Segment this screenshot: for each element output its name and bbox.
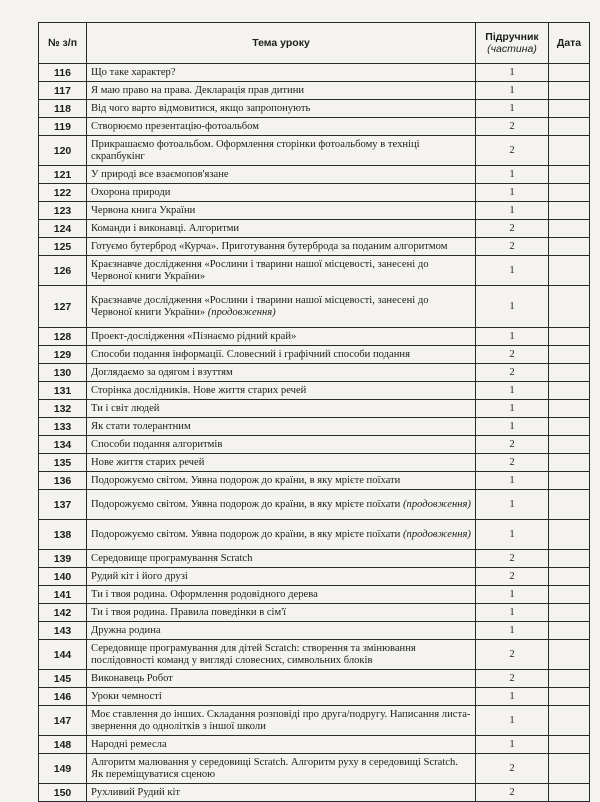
textbook-part: 1 [476, 166, 549, 184]
lesson-date-cell [549, 622, 590, 640]
table-row [39, 202, 590, 220]
table-row [39, 436, 590, 454]
lesson-number: 119 [39, 118, 87, 136]
lesson-number: 146 [39, 688, 87, 706]
textbook-part: 1 [476, 418, 549, 436]
lesson-number: 141 [39, 586, 87, 604]
table-row [39, 100, 590, 118]
table-row [39, 364, 590, 382]
lesson-date-cell [549, 754, 590, 784]
lesson-number: 147 [39, 706, 87, 736]
table-row [39, 454, 590, 472]
textbook-part: 1 [476, 100, 549, 118]
lesson-topic [87, 64, 476, 82]
lesson-date-cell [549, 220, 590, 238]
lesson-topic-text: Уроки чемності [91, 690, 162, 702]
table-row [39, 118, 590, 136]
lesson-number: 125 [39, 238, 87, 256]
lesson-date-cell [549, 568, 590, 586]
table-row [39, 346, 590, 364]
lesson-date-cell [549, 604, 590, 622]
table-row [39, 736, 590, 754]
table-row [39, 256, 590, 286]
lesson-date-cell [549, 688, 590, 706]
textbook-part: 2 [476, 550, 549, 568]
table-header-row [39, 23, 590, 64]
lesson-topic [87, 346, 476, 364]
lesson-topic [87, 238, 476, 256]
table-row [39, 82, 590, 100]
table-row [39, 490, 590, 520]
textbook-part: 1 [476, 688, 549, 706]
textbook-part: 1 [476, 64, 549, 82]
textbook-part: 1 [476, 400, 549, 418]
lesson-date-cell [549, 472, 590, 490]
lesson-topic [87, 688, 476, 706]
lesson-topic [87, 472, 476, 490]
lesson-number: 117 [39, 82, 87, 100]
textbook-part: 1 [476, 382, 549, 400]
lesson-topic-text: Способи подання інформації. Словесний і графічний способи подання [91, 348, 410, 360]
lesson-topic [87, 784, 476, 802]
lesson-number: 131 [39, 382, 87, 400]
lesson-topic [87, 166, 476, 184]
lesson-topic [87, 82, 476, 100]
lesson-topic-text: Від чого варто відмовитися, якщо запропонують [91, 102, 311, 114]
lesson-date-cell [549, 238, 590, 256]
textbook-part: 1 [476, 586, 549, 604]
table-row [39, 568, 590, 586]
lesson-topic-text: Рудий кіт і його друзі [91, 570, 188, 582]
lesson-topic-text: Що таке характер? [91, 66, 176, 78]
lesson-topic [87, 100, 476, 118]
lesson-topic-text: Способи подання алгоритмів [91, 438, 223, 450]
header-date: Дата [549, 23, 590, 64]
lesson-topic-text: Ти і світ людей [91, 402, 160, 414]
table-row [39, 184, 590, 202]
lesson-topic-text: Подорожуємо світом. Уявна подорож до країни, в яку мрієте поїхати [91, 528, 401, 540]
lesson-number: 132 [39, 400, 87, 418]
lesson-topic-text: Подорожуємо світом. Уявна подорож до країни, в яку мрієте поїхати [91, 498, 401, 510]
textbook-part: 2 [476, 754, 549, 784]
textbook-part: 2 [476, 436, 549, 454]
lesson-topic-text: Доглядаємо за одягом і взуттям [91, 366, 233, 378]
lesson-topic [87, 400, 476, 418]
header-textbook-part-label: (частина) [487, 43, 537, 55]
lesson-topic-text: Алгоритм малювання у середовищі Scratch. Алгоритм руху в середовищі Scratch. Як переміщуватися сценою [91, 756, 458, 780]
textbook-part: 2 [476, 784, 549, 802]
lesson-topic [87, 118, 476, 136]
lesson-topic-continuation: (продовження) [403, 498, 471, 510]
textbook-part: 2 [476, 454, 549, 472]
lesson-topic-text: Готуємо бутерброд «Курча». Приготування бутерброда за поданим алгоритмом [91, 240, 448, 252]
lesson-date-cell [549, 136, 590, 166]
textbook-part: 2 [476, 346, 549, 364]
lesson-date-cell [549, 736, 590, 754]
lesson-topic-text: Середовище програмування для дітей Scratch: створення та змінювання послідовності команд у вигляді словесних, символьних блоків [91, 642, 416, 666]
lesson-topic-text: Моє ставлення до інших. Складання розповіді про друга/подругу. Написання листа-звернення до однолітків з іншої школи [91, 708, 471, 732]
lesson-topic [87, 184, 476, 202]
textbook-part: 1 [476, 286, 549, 328]
lesson-date-cell [549, 202, 590, 220]
table-row [39, 604, 590, 622]
lesson-topic-text: Сторінка дослідників. Нове життя старих речей [91, 384, 307, 396]
lesson-number: 149 [39, 754, 87, 784]
lesson-topic [87, 490, 476, 520]
lesson-topic [87, 256, 476, 286]
lesson-number: 121 [39, 166, 87, 184]
table-row [39, 586, 590, 604]
lesson-topic [87, 670, 476, 688]
lesson-date-cell [549, 586, 590, 604]
lesson-topic-text: Прикрашаємо фотоальбом. Оформлення сторінки фотоальбому в техніці скрапбукінг [91, 138, 420, 162]
header-number: № з/п [39, 23, 87, 64]
table-row [39, 418, 590, 436]
lesson-topic-text: Як стати толерантним [91, 420, 191, 432]
lesson-topic-text: Команди і виконавці. Алгоритми [91, 222, 240, 234]
lesson-topic-text: Середовище програмування Scratch [91, 552, 253, 564]
lesson-number: 122 [39, 184, 87, 202]
lesson-date-cell [549, 82, 590, 100]
lesson-number: 120 [39, 136, 87, 166]
lesson-number: 140 [39, 568, 87, 586]
lesson-topic [87, 706, 476, 736]
lesson-date-cell [549, 706, 590, 736]
lesson-number: 138 [39, 520, 87, 550]
lesson-number: 134 [39, 436, 87, 454]
lesson-date-cell [549, 784, 590, 802]
header-textbook-label: Підручник [485, 31, 539, 43]
lesson-topic [87, 328, 476, 346]
lesson-date-cell [549, 454, 590, 472]
lesson-topic-text: Нове життя старих речей [91, 456, 205, 468]
lesson-topic [87, 586, 476, 604]
lesson-date-cell [549, 364, 590, 382]
lesson-number: 128 [39, 328, 87, 346]
textbook-part: 1 [476, 82, 549, 100]
lesson-topic-text: Подорожуємо світом. Уявна подорож до країни, в яку мрієте поїхати [91, 474, 401, 486]
table-row [39, 622, 590, 640]
textbook-part: 2 [476, 670, 549, 688]
textbook-part: 1 [476, 736, 549, 754]
lesson-topic-text: Проект-дослідження «Пізнаємо рідний край» [91, 330, 297, 342]
textbook-part: 2 [476, 118, 549, 136]
textbook-part: 2 [476, 640, 549, 670]
lesson-topic-text: Червона книга України [91, 204, 196, 216]
lesson-date-cell [549, 166, 590, 184]
lesson-topic-text: Дружна родина [91, 624, 161, 636]
lesson-topic [87, 568, 476, 586]
textbook-part: 1 [476, 706, 549, 736]
lesson-number: 142 [39, 604, 87, 622]
lesson-number: 145 [39, 670, 87, 688]
header-topic: Тема уроку [87, 23, 476, 64]
lesson-topic [87, 550, 476, 568]
lesson-number: 143 [39, 622, 87, 640]
lesson-topic-text: Краєзнавче дослідження «Рослини і тварини нашої місцевості, занесені до Червоної книги України» [91, 258, 429, 282]
table-row [39, 136, 590, 166]
lesson-number: 133 [39, 418, 87, 436]
lesson-number: 126 [39, 256, 87, 286]
table-row [39, 328, 590, 346]
lesson-number: 136 [39, 472, 87, 490]
lesson-date-cell [549, 436, 590, 454]
table-row [39, 670, 590, 688]
lesson-topic [87, 220, 476, 238]
lesson-number: 137 [39, 490, 87, 520]
textbook-part: 2 [476, 364, 549, 382]
textbook-part: 2 [476, 220, 549, 238]
lesson-date-cell [549, 184, 590, 202]
lesson-date-cell [549, 118, 590, 136]
lesson-number: 139 [39, 550, 87, 568]
textbook-part: 1 [476, 256, 549, 286]
lesson-topic-continuation: (продовження) [207, 306, 276, 318]
lesson-topic-text: Народні ремесла [91, 738, 167, 750]
lesson-number: 130 [39, 364, 87, 382]
lesson-date-cell [549, 100, 590, 118]
textbook-part: 1 [476, 520, 549, 550]
lesson-topic-text: Ти і твоя родина. Оформлення родовідного дерева [91, 588, 318, 600]
lesson-date-cell [549, 640, 590, 670]
lesson-number: 118 [39, 100, 87, 118]
textbook-part: 1 [476, 328, 549, 346]
lesson-number: 150 [39, 784, 87, 802]
lesson-topic [87, 454, 476, 472]
table-row [39, 64, 590, 82]
lesson-topic-text: Створюємо презентацію-фотоальбом [91, 120, 259, 132]
table-row [39, 520, 590, 550]
table-row [39, 472, 590, 490]
lesson-number: 135 [39, 454, 87, 472]
lesson-date-cell [549, 400, 590, 418]
table-row [39, 640, 590, 670]
lesson-date-cell [549, 64, 590, 82]
lesson-date-cell [549, 490, 590, 520]
lesson-topic [87, 736, 476, 754]
lesson-date-cell [549, 256, 590, 286]
table-row [39, 400, 590, 418]
table-row [39, 550, 590, 568]
lesson-topic-text: Я маю право на права. Декларація прав дитини [91, 84, 305, 96]
lesson-number: 129 [39, 346, 87, 364]
lesson-date-cell [549, 418, 590, 436]
lesson-topic [87, 418, 476, 436]
lesson-date-cell [549, 520, 590, 550]
lesson-topic-text: Виконавець Робот [91, 672, 173, 684]
header-textbook [476, 23, 549, 64]
lesson-topic [87, 286, 476, 328]
table-row [39, 688, 590, 706]
textbook-part: 1 [476, 184, 549, 202]
table-row [39, 754, 590, 784]
lesson-topic [87, 622, 476, 640]
textbook-part: 2 [476, 136, 549, 166]
lesson-number: 124 [39, 220, 87, 238]
lesson-topic-text: Краєзнавче дослідження «Рослини і тварини нашої місцевості, занесені до Червоної книги України» [91, 294, 429, 318]
lesson-topic [87, 136, 476, 166]
table-row [39, 784, 590, 802]
lesson-topic [87, 754, 476, 784]
textbook-part: 1 [476, 622, 549, 640]
table-row [39, 286, 590, 328]
lesson-topic-text: У природі все взаємопов'язане [91, 168, 229, 180]
table-row [39, 238, 590, 256]
lesson-number: 144 [39, 640, 87, 670]
table-row [39, 166, 590, 184]
textbook-part: 1 [476, 604, 549, 622]
lesson-date-cell [549, 346, 590, 364]
lesson-date-cell [549, 286, 590, 328]
textbook-part: 2 [476, 568, 549, 586]
lesson-date-cell [549, 382, 590, 400]
textbook-part: 1 [476, 472, 549, 490]
lesson-topic [87, 202, 476, 220]
lesson-topic-continuation: (продовження) [403, 528, 471, 540]
lesson-number: 127 [39, 286, 87, 328]
lesson-topic [87, 520, 476, 550]
lesson-topic [87, 382, 476, 400]
lesson-topic-text: Ти і твоя родина. Правила поведінки в сім'ї [91, 606, 287, 618]
table-row [39, 706, 590, 736]
textbook-part: 1 [476, 202, 549, 220]
lesson-topic-text: Охорона природи [91, 186, 171, 198]
lesson-topic-text: Рухливий Рудий кіт [91, 786, 181, 798]
lesson-plan-table [38, 22, 590, 802]
lesson-date-cell [549, 550, 590, 568]
textbook-part: 1 [476, 490, 549, 520]
lesson-topic [87, 436, 476, 454]
lesson-number: 148 [39, 736, 87, 754]
textbook-part: 2 [476, 238, 549, 256]
lesson-topic [87, 604, 476, 622]
lesson-topic [87, 364, 476, 382]
table-row [39, 220, 590, 238]
lesson-number: 116 [39, 64, 87, 82]
lesson-topic [87, 640, 476, 670]
lesson-date-cell [549, 670, 590, 688]
table-row [39, 382, 590, 400]
lesson-number: 123 [39, 202, 87, 220]
lesson-date-cell [549, 328, 590, 346]
